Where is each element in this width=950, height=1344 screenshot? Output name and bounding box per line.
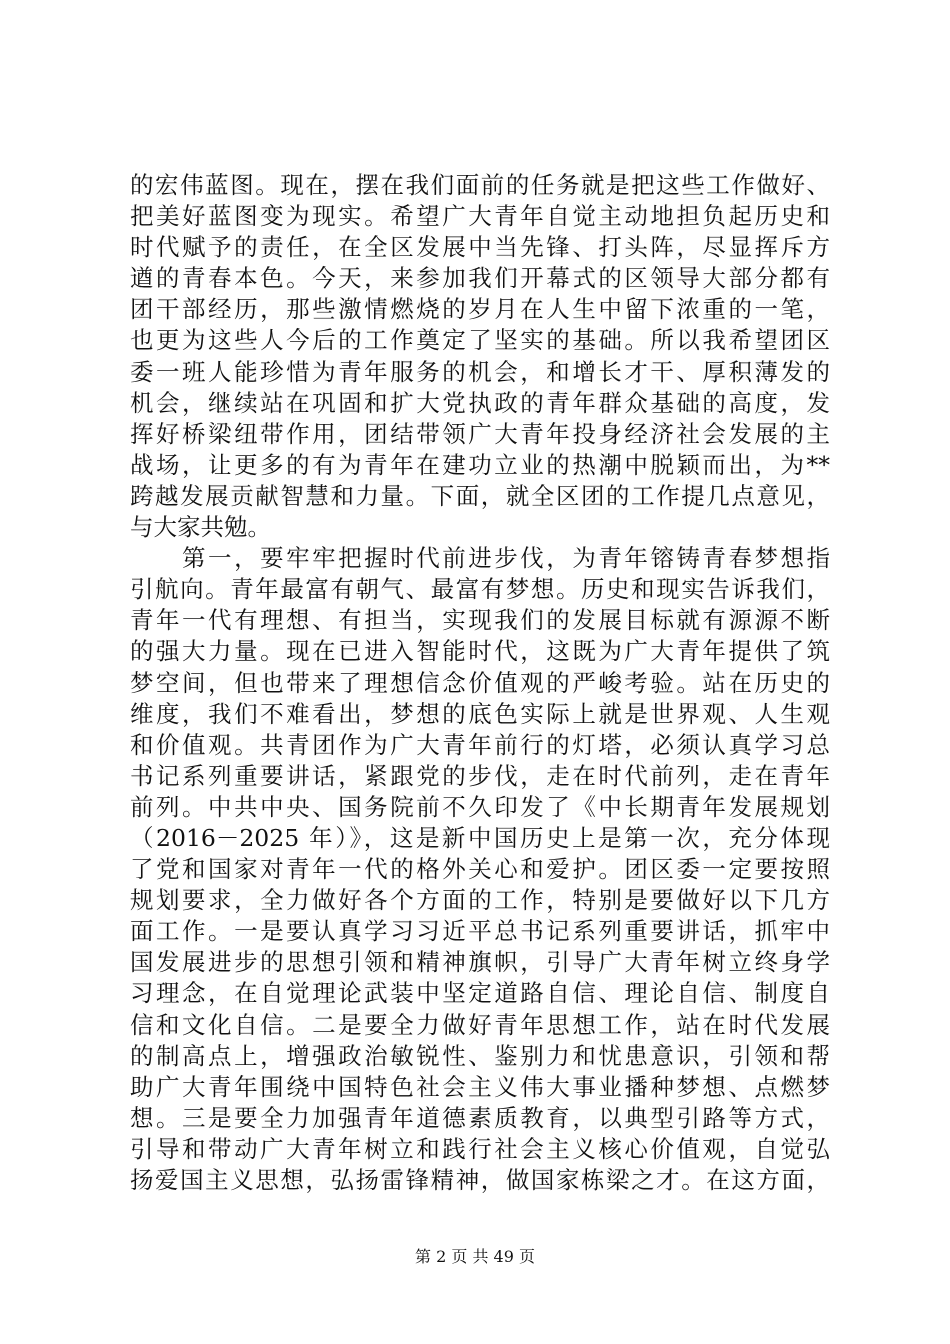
text-line: 规划要求，全力做好各个方面的工作，特别是要做好以下几方 — [130, 886, 830, 915]
page-number-label: 第 2 页 共 49 页 — [415, 1247, 535, 1266]
text-line: 的强大力量。现在已进入智能时代，这既为广大青年提供了筑 — [130, 637, 830, 666]
text-line: 的制高点上，增强政治敏锐性、鉴别力和忧患意识，引领和帮 — [130, 1041, 830, 1070]
text-line: 跨越发展贡献智慧和力量。下面，就全区团的工作提几点意见， — [130, 481, 830, 510]
text-line: 与大家共勉。 — [130, 513, 271, 542]
text-line: 的宏伟蓝图。现在，摆在我们面前的任务就是把这些工作做好、 — [130, 171, 830, 199]
text-line: 信和文化自信。二是要全力做好青年思想工作，站在时代发展 — [130, 1010, 830, 1039]
text-line: 习理念，在自觉理论武装中坚定道路自信、理论自信、制度自 — [130, 979, 830, 1008]
text-line: 前列。中共中央、国务院前不久印发了《中长期青年发展规划 — [130, 792, 830, 821]
text-line: 战场，让更多的有为青年在建功立业的热潮中脱颖而出，为** — [130, 450, 830, 479]
text-line: 青年一代有理想、有担当，实现我们的发展目标就有源源不断 — [130, 606, 830, 635]
text-line: 委一班人能珍惜为青年服务的机会，和增长才干、厚积薄发的 — [130, 357, 830, 386]
text-line: 面工作。一是要认真学习习近平总书记系列重要讲话，抓牢中 — [130, 917, 830, 946]
text-line: 时代赋予的责任，在全区发展中当先锋、打头阵，尽显挥斥方 — [130, 233, 830, 262]
text-line: 引导和带动广大青年树立和践行社会主义核心价值观，自觉弘 — [130, 1134, 830, 1163]
text-line: 也更为这些人今后的工作奠定了坚实的基础。所以我希望团区 — [130, 326, 830, 355]
text-line: 遒的青春本色。今天，来参加我们开幕式的区领导大部分都有 — [130, 264, 830, 293]
page-footer — [0, 1244, 950, 1267]
text-line: 引航向。青年最富有朝气、最富有梦想。历史和现实告诉我们， — [130, 575, 830, 604]
text-line: 梦空间，但也带来了理想信念价值观的严峻考验。站在历史的 — [130, 668, 830, 697]
text-line: 了党和国家对青年一代的格外关心和爱护。团区委一定要按照 — [130, 855, 830, 884]
text-line: 扬爱国主义思想，弘扬雷锋精神，做国家栋梁之才。在这方面， — [130, 1166, 830, 1194]
body-text — [130, 170, 830, 1196]
text-line: 书记系列重要讲话，紧跟党的步伐，走在时代前列，走在青年 — [130, 761, 830, 790]
text-line: 国发展进步的思想引领和精神旗帜，引导广大青年树立终身学 — [130, 948, 830, 977]
text-line: 维度，我们不难看出，梦想的底色实际上就是世界观、人生观 — [130, 699, 830, 728]
text-line: （2016－2025 年）》，这是新中国历史上是第一次，充分体现 — [130, 823, 830, 852]
text-line: 助广大青年围绕中国特色社会主义伟大事业播种梦想、点燃梦 — [130, 1072, 830, 1101]
text-line: 机会，继续站在巩固和扩大党执政的青年群众基础的高度，发 — [130, 388, 830, 417]
text-line: 想。三是要全力加强青年道德素质教育，以典型引路等方式， — [130, 1103, 830, 1132]
text-line: 团干部经历，那些激情燃烧的岁月在人生中留下浓重的一笔， — [130, 295, 830, 324]
text-line: 第一，要牢牢把握时代前进步伐，为青年镕铸青春梦想指 — [130, 544, 830, 573]
text-line: 把美好蓝图变为现实。希望广大青年自觉主动地担负起历史和 — [130, 202, 830, 231]
text-line: 挥好桥梁纽带作用，团结带领广大青年投身经济社会发展的主 — [130, 419, 830, 448]
text-line: 和价值观。共青团作为广大青年前行的灯塔，必须认真学习总 — [130, 730, 830, 759]
